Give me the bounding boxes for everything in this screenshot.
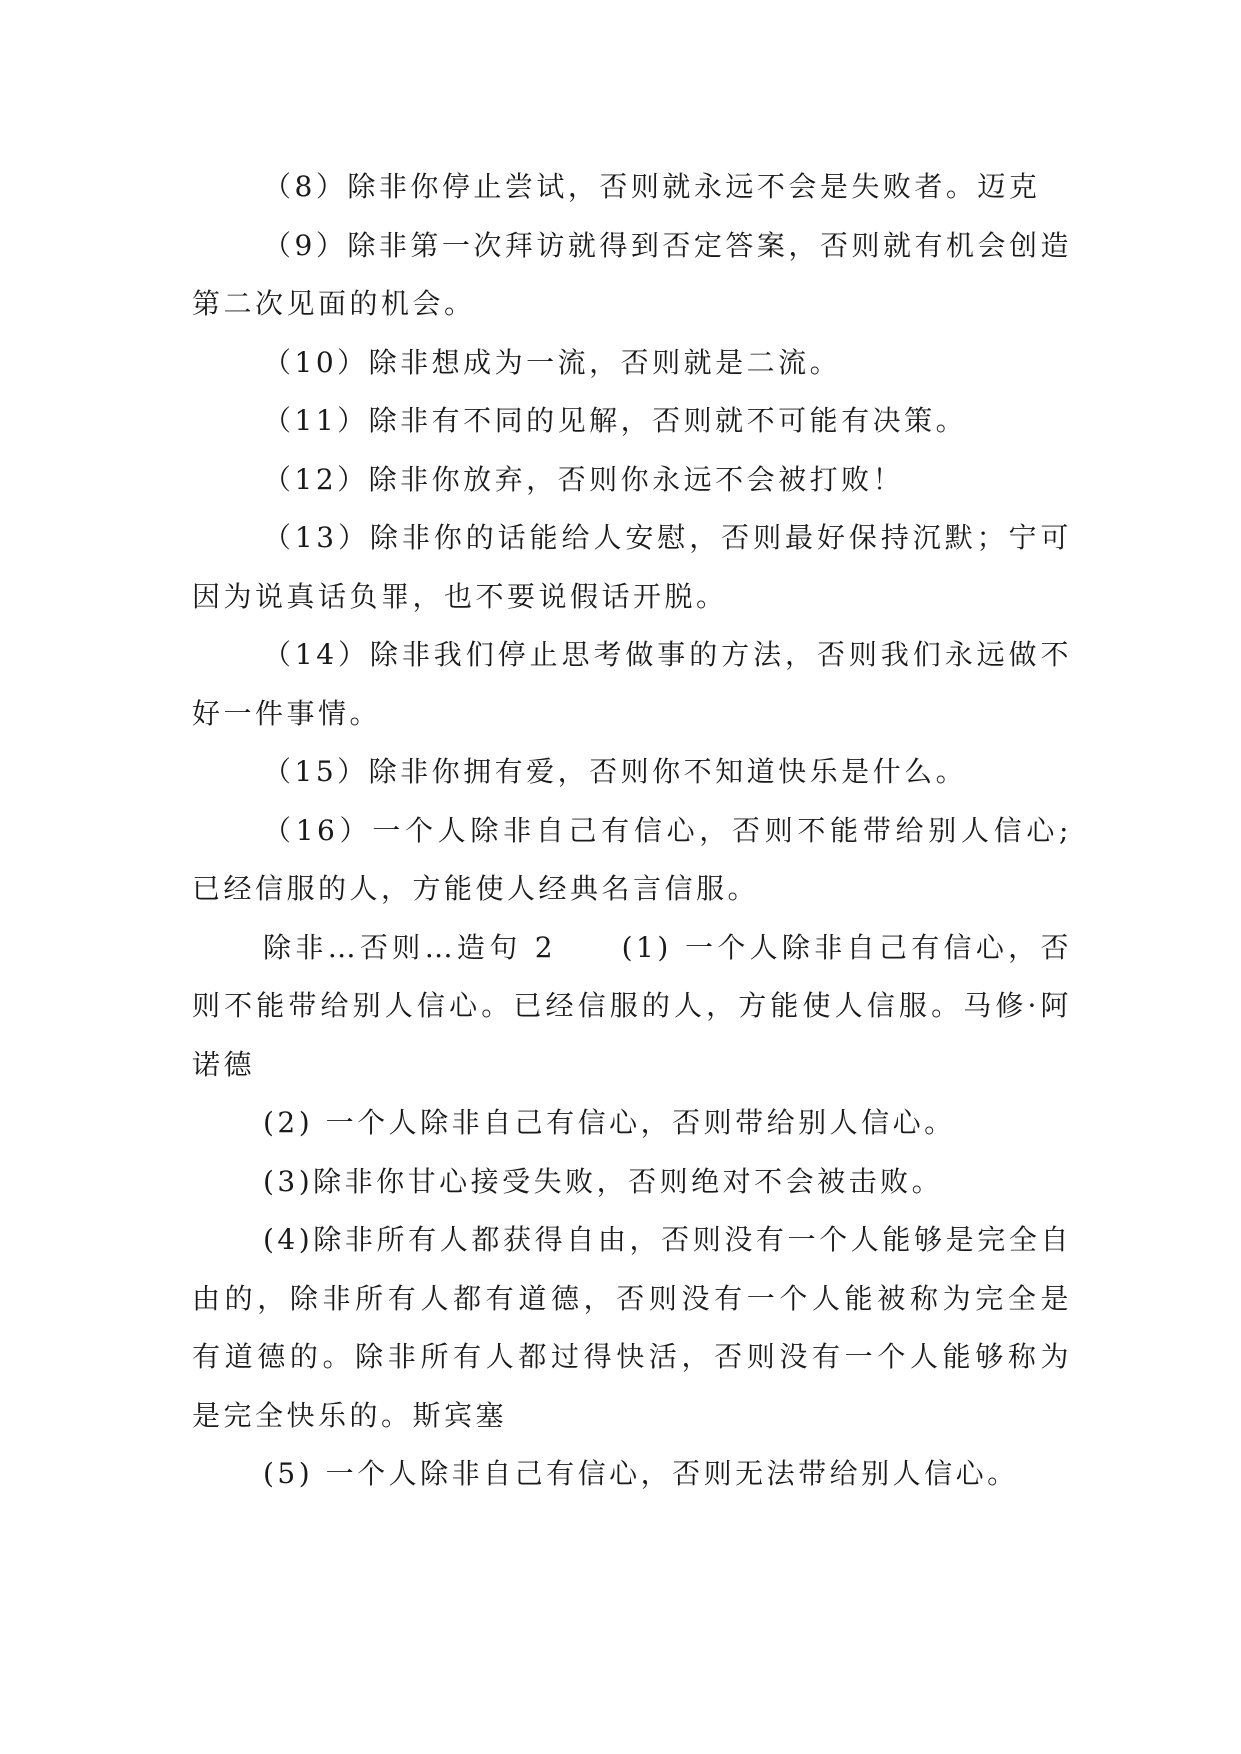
paragraph-15: （15）除非你拥有爱，否则你不知道快乐是什么。 [263, 755, 968, 788]
paragraph-10: （10）除非想成为一流，否则就是二流。 [263, 345, 842, 379]
section-2-paragraph-1: 除非…否则…造句 2 (1) 一个人除非自己有信心，否则不能带给别人信心。已经信服的人，方能使人信服。马修·阿诺德 [192, 930, 1072, 1081]
section-2-paragraph-2: (2) 一个人除非自己有信心，否则带给别人信心。 [263, 1106, 956, 1139]
paragraph-8: （8）除非你停止尝试，否则就永远不会是失败者。迈克 [263, 170, 1041, 203]
section-2-paragraph-4: (4)除非所有人都获得自由，否则没有一个人能够是完全自由的，除非所有人都有道德，否则没有一个人能被称为完全是有道德的。除非所有人都过得快活，否则没有一个人能够称为是完全快乐的。斯宾塞 [192, 1223, 1072, 1432]
section-2-paragraph-5: (5) 一个人除非自己有信心，否则无法带给别人信心。 [263, 1457, 1019, 1490]
document-page [192, 158, 1072, 1504]
paragraph-11: （11）除非有不同的见解，否则就不可能有决策。 [263, 404, 968, 437]
paragraph-9: （9）除非第一次拜访就得到否定答案，否则就有机会创造第二次见面的机会。 [192, 228, 1072, 320]
section-2-paragraph-3: (3)除非你甘心接受失败，否则绝对不会被击败。 [263, 1164, 944, 1198]
paragraph-14: （14）除非我们停止思考做事的方法，否则我们永远做不好一件事情。 [192, 638, 1072, 730]
paragraph-12: （12）除非你放弃，否则你永远不会被打败！ [263, 462, 905, 496]
paragraph-13: （13）除非你的话能给人安慰，否则最好保持沉默；宁可因为说真话负罪，也不要说假话开脱。 [192, 521, 1072, 613]
paragraph-16: （16）一个人除非自己有信心，否则不能带给别人信心;已经信服的人，方能使人经典名言信服。 [192, 813, 1072, 905]
